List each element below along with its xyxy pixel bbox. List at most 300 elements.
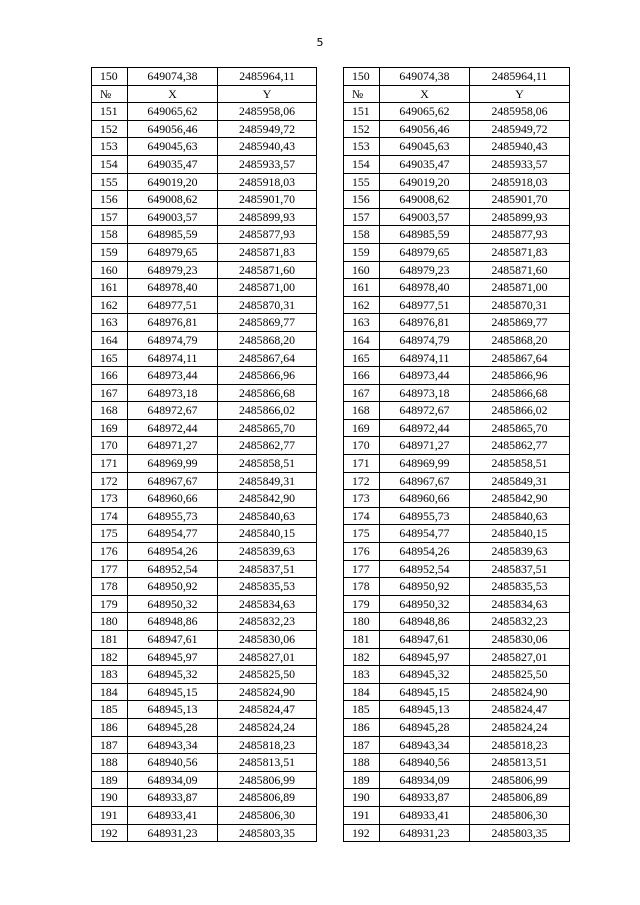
right-y-coordinate: 2485818,23: [470, 736, 570, 754]
right-point-number: 190: [344, 789, 380, 807]
right-y-coordinate: 2485806,89: [470, 789, 570, 807]
right-x-coordinate: 648945,28: [380, 718, 470, 736]
right-point-number: 185: [344, 701, 380, 719]
table-row: [92, 806, 570, 824]
left-y-coordinate: 2485842,90: [218, 490, 317, 508]
left-y-coordinate: 2485869,77: [218, 314, 317, 332]
right-y-coordinate: 2485868,20: [470, 331, 570, 349]
left-x-coordinate: 648945,15: [128, 683, 218, 701]
left-y-coordinate: 2485830,06: [218, 631, 317, 649]
column-gap: [317, 68, 344, 86]
table-row: [92, 648, 570, 666]
right-y-coordinate: 2485866,02: [470, 402, 570, 420]
right-x-coordinate: 648945,13: [380, 701, 470, 719]
left-y-coordinate: 2485835,53: [218, 578, 317, 596]
left-x-coordinate: 648933,41: [128, 806, 218, 824]
column-gap: [317, 701, 344, 719]
right-x-coordinate: 649003,57: [380, 208, 470, 226]
right-y-coordinate: 2485824,90: [470, 683, 570, 701]
right-y-coordinate: 2485803,35: [470, 824, 570, 842]
left-point-number: 164: [92, 331, 128, 349]
table-row: [92, 226, 570, 244]
right-x-coordinate: 648940,56: [380, 754, 470, 772]
column-gap: [317, 578, 344, 596]
table-row: [92, 349, 570, 367]
left-y-coordinate: 2485871,00: [218, 279, 317, 297]
left-point-number: 169: [92, 419, 128, 437]
left-x-coordinate: 648948,86: [128, 613, 218, 631]
column-gap: [317, 296, 344, 314]
left-y-coordinate: 2485858,51: [218, 455, 317, 473]
left-y-coordinate: 2485871,83: [218, 243, 317, 261]
left-x-coordinate: 648947,61: [128, 631, 218, 649]
table-row: [92, 789, 570, 807]
right-x-coordinate: 648969,99: [380, 455, 470, 473]
column-gap: [317, 718, 344, 736]
right-point-number: 154: [344, 155, 380, 173]
left-point-number: 182: [92, 648, 128, 666]
right-x-coordinate: 648943,34: [380, 736, 470, 754]
table-row: [92, 754, 570, 772]
left-point-number: 189: [92, 771, 128, 789]
right-point-number: 162: [344, 296, 380, 314]
left-y-coordinate: 2485818,23: [218, 736, 317, 754]
right-point-number: 188: [344, 754, 380, 772]
table-row: [92, 543, 570, 561]
left-point-number: 184: [92, 683, 128, 701]
right-x-coordinate: 649008,62: [380, 191, 470, 209]
right-y-coordinate: 2485824,47: [470, 701, 570, 719]
left-point-number: 175: [92, 525, 128, 543]
left-y-coordinate: 2485899,93: [218, 208, 317, 226]
left-x-coordinate: 648973,44: [128, 367, 218, 385]
left-point-number: 179: [92, 595, 128, 613]
column-gap: [317, 103, 344, 121]
right-point-number: 168: [344, 402, 380, 420]
table-row: [92, 771, 570, 789]
left-x-coordinate: 648978,40: [128, 279, 218, 297]
left-x-coordinate: 649003,57: [128, 208, 218, 226]
column-gap: [317, 138, 344, 156]
column-gap: [317, 543, 344, 561]
left-x-coordinate: 648973,18: [128, 384, 218, 402]
right-y-coordinate: 2485858,51: [470, 455, 570, 473]
table-row: [92, 173, 570, 191]
left-x-coordinate: 648954,77: [128, 525, 218, 543]
right-x-coordinate: 648954,77: [380, 525, 470, 543]
left-point-number: 170: [92, 437, 128, 455]
right-x-coordinate: 648933,87: [380, 789, 470, 807]
right-point-number: 184: [344, 683, 380, 701]
left-y-coordinate: 2485871,60: [218, 261, 317, 279]
right-point-number: 161: [344, 279, 380, 297]
table-row: [92, 701, 570, 719]
left-x-coordinate: 648950,92: [128, 578, 218, 596]
left-point-number: 173: [92, 490, 128, 508]
coordinates-table-body: [92, 68, 570, 842]
left-y-coordinate: 2485806,89: [218, 789, 317, 807]
right-point-number: 152: [344, 120, 380, 138]
column-gap: [317, 261, 344, 279]
right-point-number: 191: [344, 806, 380, 824]
left-x-coordinate: 649008,62: [128, 191, 218, 209]
right-x-coordinate: 648933,41: [380, 806, 470, 824]
column-gap: [317, 226, 344, 244]
right-point-number: 164: [344, 331, 380, 349]
table-row: [92, 208, 570, 226]
right-point-number: 173: [344, 490, 380, 508]
right-point-number: 166: [344, 367, 380, 385]
right-x-coordinate: 648974,11: [380, 349, 470, 367]
right-x-coordinate: 648973,18: [380, 384, 470, 402]
left-y-coordinate: 2485834,63: [218, 595, 317, 613]
left-x-coordinate: 648945,97: [128, 648, 218, 666]
left-x-coordinate: 648971,27: [128, 437, 218, 455]
right-y-coordinate: 2485840,15: [470, 525, 570, 543]
right-x-coordinate: 648979,65: [380, 243, 470, 261]
right-y-coordinate: 2485870,31: [470, 296, 570, 314]
right-x-coordinate: 648955,73: [380, 507, 470, 525]
left-y-coordinate: 2485824,90: [218, 683, 317, 701]
left-x-coordinate: 648977,51: [128, 296, 218, 314]
table-row: [92, 120, 570, 138]
table-row: [92, 279, 570, 297]
left-point-number: 191: [92, 806, 128, 824]
right-point-number: 180: [344, 613, 380, 631]
left-x-coordinate: 649056,46: [128, 120, 218, 138]
right-point-number: 177: [344, 560, 380, 578]
column-gap: [317, 208, 344, 226]
left-x-coordinate: 648979,65: [128, 243, 218, 261]
column-gap: [317, 666, 344, 684]
left-y-coordinate: 2485827,01: [218, 648, 317, 666]
left-point-number: 162: [92, 296, 128, 314]
column-gap: [317, 402, 344, 420]
right-y-coordinate: 2485866,96: [470, 367, 570, 385]
right-point-number: 178: [344, 578, 380, 596]
column-gap: [317, 595, 344, 613]
right-y-coordinate: 2485901,70: [470, 191, 570, 209]
left-y-coordinate: 2485867,64: [218, 349, 317, 367]
left-point-number: 158: [92, 226, 128, 244]
right-x-coordinate: 648948,86: [380, 613, 470, 631]
right-point-number: 171: [344, 455, 380, 473]
table-row: [92, 314, 570, 332]
column-gap: [317, 789, 344, 807]
right-y-coordinate: 2485871,83: [470, 243, 570, 261]
left-point-number: 155: [92, 173, 128, 191]
left-point-number: 150: [92, 68, 128, 86]
column-gap: [317, 824, 344, 842]
left-x-coordinate: 648950,32: [128, 595, 218, 613]
left-x-coordinate: 648945,28: [128, 718, 218, 736]
right-y-coordinate: 2485849,31: [470, 472, 570, 490]
column-gap: [317, 525, 344, 543]
left-x-coordinate: 648974,79: [128, 331, 218, 349]
right-point-number: 183: [344, 666, 380, 684]
left-point-number: 157: [92, 208, 128, 226]
right-point-number: 163: [344, 314, 380, 332]
left-x-coordinate: 649045,63: [128, 138, 218, 156]
right-point-number: 151: [344, 103, 380, 121]
right-x-coordinate: 648952,54: [380, 560, 470, 578]
table-row: [92, 155, 570, 173]
left-point-number: 181: [92, 631, 128, 649]
left-point-number: 187: [92, 736, 128, 754]
column-gap: [317, 384, 344, 402]
right-point-number: 179: [344, 595, 380, 613]
left-point-number: 161: [92, 279, 128, 297]
left-point-number: 190: [92, 789, 128, 807]
column-gap: [317, 314, 344, 332]
table-row: [92, 718, 570, 736]
column-gap: [317, 771, 344, 789]
column-gap: [317, 683, 344, 701]
column-gap: [317, 331, 344, 349]
right-x-coordinate: 648967,67: [380, 472, 470, 490]
right-point-number: 174: [344, 507, 380, 525]
table-row: [92, 419, 570, 437]
right-point-number: 170: [344, 437, 380, 455]
column-gap: [317, 191, 344, 209]
table-row: [92, 138, 570, 156]
table-row: [92, 525, 570, 543]
left-y-coordinate: 2485865,70: [218, 419, 317, 437]
left-point-number: 188: [92, 754, 128, 772]
left-y-coordinate: 2485806,30: [218, 806, 317, 824]
left-point-number: 151: [92, 103, 128, 121]
column-gap: [317, 631, 344, 649]
right-y-coordinate: 2485964,11: [470, 68, 570, 86]
right-y-coordinate: 2485806,99: [470, 771, 570, 789]
right-point-number: 165: [344, 349, 380, 367]
column-gap: [317, 560, 344, 578]
left-x-coordinate: 648972,67: [128, 402, 218, 420]
right-point-number: 157: [344, 208, 380, 226]
table-row: [92, 578, 570, 596]
left-x-coordinate: 648945,32: [128, 666, 218, 684]
right-point-number: 150: [344, 68, 380, 86]
right-x-coordinate: 648960,66: [380, 490, 470, 508]
left-x-coordinate: 648934,09: [128, 771, 218, 789]
table-row: [92, 472, 570, 490]
right-y-coordinate: 2485862,77: [470, 437, 570, 455]
right-y-coordinate: 2485842,90: [470, 490, 570, 508]
right-x-coordinate: 648945,32: [380, 666, 470, 684]
right-y-coordinate: 2485871,60: [470, 261, 570, 279]
left-y-coordinate: 2485813,51: [218, 754, 317, 772]
table-row: [92, 683, 570, 701]
left-point-number: 177: [92, 560, 128, 578]
left-y-coordinate: 2485839,63: [218, 543, 317, 561]
table-row: [92, 261, 570, 279]
left-point-number: 174: [92, 507, 128, 525]
left-y-coordinate: 2485940,43: [218, 138, 317, 156]
right-y-coordinate: 2485806,30: [470, 806, 570, 824]
left-y-coordinate: 2485866,96: [218, 367, 317, 385]
column-gap: [317, 419, 344, 437]
left-point-number: 185: [92, 701, 128, 719]
right-point-number: 186: [344, 718, 380, 736]
right-y-coordinate: 2485958,06: [470, 103, 570, 121]
left-point-number: 154: [92, 155, 128, 173]
right-y-coordinate: 2485837,51: [470, 560, 570, 578]
column-gap: [317, 155, 344, 173]
left-x-coordinate: 649019,20: [128, 173, 218, 191]
table-row: [92, 666, 570, 684]
left-x-coordinate: 648943,34: [128, 736, 218, 754]
right-y-coordinate: 2485933,57: [470, 155, 570, 173]
right-y-coordinate: 2485865,70: [470, 419, 570, 437]
right-point-number: 175: [344, 525, 380, 543]
header-row: [92, 85, 570, 103]
right-x-coordinate: 648977,51: [380, 296, 470, 314]
left-x-coordinate: 648979,23: [128, 261, 218, 279]
left-x-coordinate: 648940,56: [128, 754, 218, 772]
right-x-coordinate: 648972,44: [380, 419, 470, 437]
left-header-number: №: [92, 85, 128, 103]
left-y-coordinate: 2485840,15: [218, 525, 317, 543]
right-x-coordinate: 649065,62: [380, 103, 470, 121]
left-y-coordinate: 2485866,02: [218, 402, 317, 420]
left-point-number: 163: [92, 314, 128, 332]
right-y-coordinate: 2485866,68: [470, 384, 570, 402]
left-x-coordinate: 649065,62: [128, 103, 218, 121]
left-y-coordinate: 2485870,31: [218, 296, 317, 314]
right-y-coordinate: 2485918,03: [470, 173, 570, 191]
right-y-coordinate: 2485940,43: [470, 138, 570, 156]
column-gap: [317, 754, 344, 772]
left-point-number: 159: [92, 243, 128, 261]
left-x-coordinate: 648954,26: [128, 543, 218, 561]
right-y-coordinate: 2485835,53: [470, 578, 570, 596]
column-gap: [317, 806, 344, 824]
table-row: [92, 824, 570, 842]
left-y-coordinate: 2485868,20: [218, 331, 317, 349]
table-row: [92, 384, 570, 402]
table-row: [92, 331, 570, 349]
left-y-coordinate: 2485933,57: [218, 155, 317, 173]
left-y-coordinate: 2485918,03: [218, 173, 317, 191]
right-x-coordinate: 648954,26: [380, 543, 470, 561]
left-y-coordinate: 2485803,35: [218, 824, 317, 842]
left-x-coordinate: 648945,13: [128, 701, 218, 719]
right-x-coordinate: 649019,20: [380, 173, 470, 191]
right-x-coordinate: 648976,81: [380, 314, 470, 332]
left-x-coordinate: 648931,23: [128, 824, 218, 842]
right-y-coordinate: 2485839,63: [470, 543, 570, 561]
table-row: [92, 613, 570, 631]
right-y-coordinate: 2485830,06: [470, 631, 570, 649]
left-x-coordinate: 648933,87: [128, 789, 218, 807]
table-row: [92, 367, 570, 385]
left-y-coordinate: 2485806,99: [218, 771, 317, 789]
left-y-coordinate: 2485840,63: [218, 507, 317, 525]
left-x-coordinate: 648972,44: [128, 419, 218, 437]
table-row: [92, 490, 570, 508]
right-x-coordinate: 649074,38: [380, 68, 470, 86]
page-number: 5: [316, 36, 324, 49]
left-x-coordinate: 648952,54: [128, 560, 218, 578]
table-row: [92, 402, 570, 420]
table-row: [92, 736, 570, 754]
right-y-coordinate: 2485834,63: [470, 595, 570, 613]
right-y-coordinate: 2485840,63: [470, 507, 570, 525]
right-header-x: X: [380, 85, 470, 103]
left-x-coordinate: 648955,73: [128, 507, 218, 525]
column-gap: [317, 85, 344, 103]
column-gap: [317, 455, 344, 473]
right-x-coordinate: 648950,92: [380, 578, 470, 596]
table-row: [92, 631, 570, 649]
column-gap: [317, 367, 344, 385]
table-row: [92, 243, 570, 261]
right-y-coordinate: 2485899,93: [470, 208, 570, 226]
left-point-number: 167: [92, 384, 128, 402]
right-y-coordinate: 2485832,23: [470, 613, 570, 631]
right-x-coordinate: 648979,23: [380, 261, 470, 279]
left-y-coordinate: 2485862,77: [218, 437, 317, 455]
right-x-coordinate: 648972,67: [380, 402, 470, 420]
right-y-coordinate: 2485877,93: [470, 226, 570, 244]
right-point-number: 156: [344, 191, 380, 209]
left-x-coordinate: 648974,11: [128, 349, 218, 367]
right-y-coordinate: 2485813,51: [470, 754, 570, 772]
left-y-coordinate: 2485877,93: [218, 226, 317, 244]
left-y-coordinate: 2485832,23: [218, 613, 317, 631]
left-point-number: 171: [92, 455, 128, 473]
column-gap: [317, 472, 344, 490]
left-point-number: 186: [92, 718, 128, 736]
table-row: [92, 437, 570, 455]
continued-row: [92, 68, 570, 86]
column-gap: [317, 507, 344, 525]
table-row: [92, 296, 570, 314]
left-point-number: 168: [92, 402, 128, 420]
right-x-coordinate: 648985,59: [380, 226, 470, 244]
right-point-number: 181: [344, 631, 380, 649]
left-header-x: X: [128, 85, 218, 103]
right-point-number: 167: [344, 384, 380, 402]
left-x-coordinate: 648969,99: [128, 455, 218, 473]
right-point-number: 153: [344, 138, 380, 156]
column-gap: [317, 120, 344, 138]
column-gap: [317, 648, 344, 666]
left-y-coordinate: 2485824,47: [218, 701, 317, 719]
left-y-coordinate: 2485866,68: [218, 384, 317, 402]
column-gap: [317, 613, 344, 631]
right-x-coordinate: 648934,09: [380, 771, 470, 789]
column-gap: [317, 349, 344, 367]
column-gap: [317, 173, 344, 191]
column-gap: [317, 736, 344, 754]
right-x-coordinate: 648945,97: [380, 648, 470, 666]
right-point-number: 189: [344, 771, 380, 789]
right-x-coordinate: 649045,63: [380, 138, 470, 156]
right-point-number: 192: [344, 824, 380, 842]
right-y-coordinate: 2485949,72: [470, 120, 570, 138]
right-x-coordinate: 648931,23: [380, 824, 470, 842]
table-row: [92, 103, 570, 121]
table-row: [92, 507, 570, 525]
right-x-coordinate: 648973,44: [380, 367, 470, 385]
right-point-number: 176: [344, 543, 380, 561]
left-y-coordinate: 2485849,31: [218, 472, 317, 490]
table-row: [92, 455, 570, 473]
coordinates-table: [91, 67, 570, 842]
right-point-number: 158: [344, 226, 380, 244]
left-point-number: 153: [92, 138, 128, 156]
